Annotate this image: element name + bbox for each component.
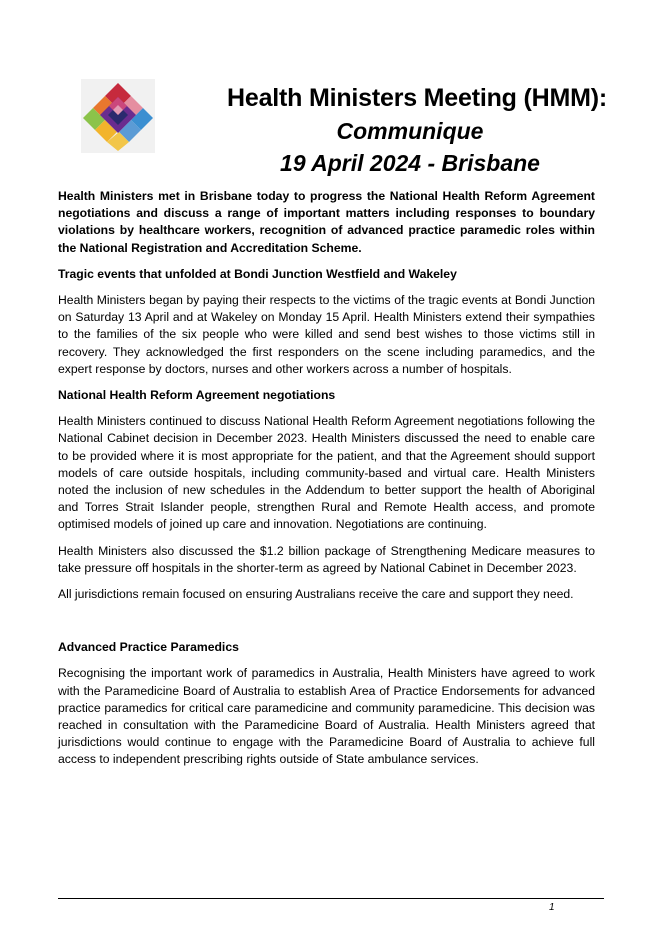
page-date-location: 19 April 2024 - Brisbane (280, 150, 540, 176)
intro-paragraph: Health Ministers met in Brisbane today to progress the National Health Reform Agreement negotiations and discuss a range of important matters including responses to boundary violations by healthcare workers, recognition of advanced practice paramedic roles within the National Registration and Accreditation Scheme. (58, 189, 595, 255)
diamond-mosaic-logo-icon (81, 79, 155, 153)
section-paragraph: Recognising the important work of paramedics in Australia, Health Ministers have agreed to work with the Paramedicine Board of Australia to establish Area of Practice Endorsements for advanced practice paramedics for critical care paramedicine and community paramedicine. This decision was reached in consultation with the Paramedicine Board of Australia. Health Ministers agreed that jurisdictions would continue to engage with the Paramedicine Board of Australia to achieve full access to independent prescribing rights outside of State ambulance services. (58, 666, 595, 767)
title-block (190, 83, 630, 178)
page-subtitle: Communique (336, 118, 484, 144)
hmm-logo (81, 79, 155, 153)
page-number: 1 (549, 902, 555, 913)
section-paragraph: Health Ministers continued to discuss National Health Reform Agreement negotiations following the National Cabinet decision in December 2023. Health Ministers discussed the need to enable care to be provided where it is most appropriate for the patient, and that the Agreement should support models of care outside hospitals, including community-based and virtual care. Health Ministers noted the inclusion of new schedules in the Addendum to better support the health of Aboriginal and Torres Strait Islander people, strengthen Rural and Remote Health access, and promote optimised models of joined up care and innovation. Negotiations are continuing. (58, 414, 595, 532)
page-title: Health Ministers Meeting (HMM): (227, 84, 607, 112)
section-paragraph: All jurisdictions remain focused on ensuring Australians receive the care and support they need. (58, 587, 574, 602)
section-paragraph: Health Ministers also discussed the $1.2 billion package of Strengthening Medicare measures to take pressure off hospitals in the shorter-term as agreed by National Cabinet in December 2023. (58, 543, 595, 575)
document-body (58, 188, 595, 769)
footer-divider (58, 898, 604, 899)
section-heading-tragic-events: Tragic events that unfolded at Bondi Junction Westfield and Wakeley (58, 266, 457, 281)
section-paragraph: Health Ministers began by paying their respects to the victims of the tragic events at Bondi Junction on Saturday 13 April and at Wakeley on Monday 15 April. Health Ministers extend their sympathies to the families of the six people who were killed and send best wishes to those victims still in recovery. They acknowledged the first responders on the scene including paramedics, and the expert response by doctors, nurses and other workers across a number of hospitals. (58, 293, 595, 376)
section-heading-advanced-practice-paramedics: Advanced Practice Paramedics (58, 640, 239, 655)
section-heading-nhra-negotiations: National Health Reform Agreement negotiations (58, 388, 336, 403)
